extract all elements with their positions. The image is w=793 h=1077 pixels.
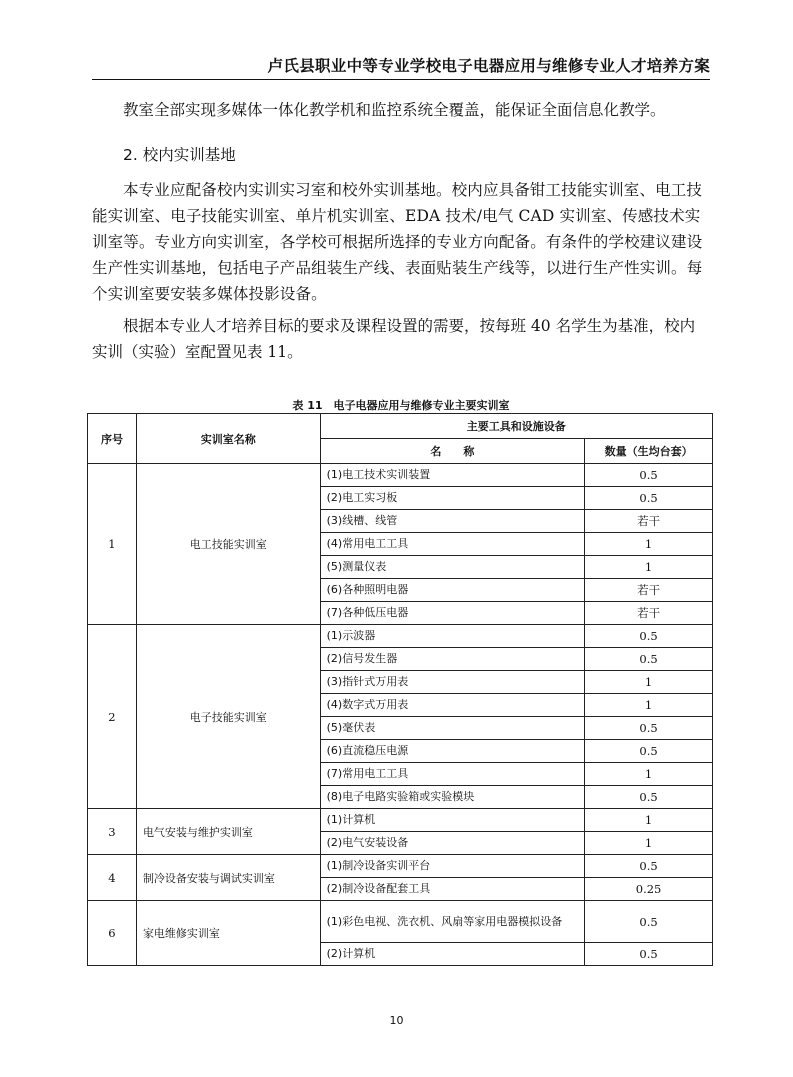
page-number: 10 — [389, 1014, 404, 1027]
equipment-name-cell: (3)指针式万用表 — [320, 671, 585, 694]
equipment-name-cell: (3)线槽、线管 — [320, 510, 585, 533]
table-row — [88, 809, 713, 832]
quantity-cell: 0.5 — [585, 943, 713, 966]
quantity-cell: 0.5 — [585, 901, 713, 943]
quantity-cell: 0.5 — [585, 464, 713, 487]
equipment-name-cell: (5)测量仪表 — [320, 556, 585, 579]
quantity-cell: 1 — [585, 694, 713, 717]
header-equipment: 主要工具和设施设备 — [320, 414, 712, 439]
table-row — [88, 464, 713, 487]
quantity-cell: 1 — [585, 533, 713, 556]
equipment-name-cell: (2)电气安装设备 — [320, 832, 585, 855]
table-row — [88, 901, 713, 943]
page-header-title: 卢氏县职业中等专业学校电子电器应用与维修专业人才培养方案 — [267, 57, 710, 75]
table-caption: 表 11 电子电器应用与维修专业主要实训室 — [292, 399, 510, 412]
quantity-cell: 1 — [585, 556, 713, 579]
header-rule — [92, 79, 710, 80]
equipment-name-cell: (8)电子电路实验箱或实验模块 — [320, 786, 585, 809]
table-row — [88, 625, 713, 648]
equipment-name-cell: (6)直流稳压电源 — [320, 740, 585, 763]
equipment-name-cell: (2)信号发生器 — [320, 648, 585, 671]
header-quantity: 数量（生均台套） — [585, 439, 713, 464]
equipment-name-cell: (1)电工技术实训装置 — [320, 464, 585, 487]
seq-cell: 3 — [88, 809, 137, 855]
seq-cell: 1 — [88, 464, 137, 625]
quantity-cell: 1 — [585, 671, 713, 694]
equipment-name-cell: (5)毫伏表 — [320, 717, 585, 740]
table-row — [88, 855, 713, 878]
room-name-cell: 家电维修实训室 — [136, 901, 320, 966]
equipment-name-cell: (1)彩色电视、洗衣机、风扇等家用电器模拟设备 — [320, 901, 585, 943]
equipment-name-cell: (2)制冷设备配套工具 — [320, 878, 585, 901]
equipment-name-cell: (2)电工实习板 — [320, 487, 585, 510]
quantity-cell: 若干 — [585, 602, 713, 625]
equipment-name-cell: (1)示波器 — [320, 625, 585, 648]
quantity-cell: 若干 — [585, 510, 713, 533]
seq-cell: 4 — [88, 855, 137, 901]
header-seq: 序号 — [88, 414, 137, 464]
table-body — [88, 464, 713, 966]
quantity-cell: 0.5 — [585, 717, 713, 740]
quantity-cell: 0.5 — [585, 625, 713, 648]
seq-cell: 2 — [88, 625, 137, 809]
header-item-name: 名 称 — [320, 439, 585, 464]
quantity-cell: 0.5 — [585, 740, 713, 763]
equipment-name-cell: (4)常用电工工具 — [320, 533, 585, 556]
equipment-name-cell: (7)常用电工工具 — [320, 763, 585, 786]
equipment-name-cell: (4)数字式万用表 — [320, 694, 585, 717]
section-heading: 2. 校内实训基地 — [123, 146, 236, 164]
equipment-name-cell: (6)各种照明电器 — [320, 579, 585, 602]
quantity-cell: 若干 — [585, 579, 713, 602]
training-room-table — [87, 413, 713, 966]
seq-cell: 6 — [88, 901, 137, 966]
room-name-cell: 电工技能实训室 — [136, 464, 320, 625]
quantity-cell: 0.5 — [585, 648, 713, 671]
equipment-name-cell: (1)制冷设备实训平台 — [320, 855, 585, 878]
equipment-name-cell: (2)计算机 — [320, 943, 585, 966]
room-name-cell: 电气安装与维护实训室 — [136, 809, 320, 855]
quantity-cell: 0.5 — [585, 855, 713, 878]
equipment-name-cell: (7)各种低压电器 — [320, 602, 585, 625]
equipment-name-cell: (1)计算机 — [320, 809, 585, 832]
quantity-cell: 1 — [585, 809, 713, 832]
room-name-cell: 电子技能实训室 — [136, 625, 320, 809]
quantity-cell: 0.25 — [585, 878, 713, 901]
paragraph-training-base: 本专业应配备校内实训实习室和校外实训基地。校内应具备钳工技能实训室、电工技能实训室、电子技能实训室、单片机实训室、EDA 技术/电气 CAD 实训室、传感技术实训室等。专业方向实训室，各学校可根据所选择的专业方向配备。有条件的学校建议建设生产性实训基地，包括电子产品组装生产线、表面贴装生产线等，以进行生产性实训。每个实训室要安装多媒体投影设备。 — [92, 181, 703, 303]
quantity-cell: 1 — [585, 832, 713, 855]
paragraph-multimedia: 教室全部实现多媒体一体化教学机和监控系统全覆盖，能保证全面信息化教学。 — [123, 101, 666, 119]
room-name-cell: 制冷设备安装与调试实训室 — [136, 855, 320, 901]
quantity-cell: 0.5 — [585, 786, 713, 809]
paragraph-configuration: 根据本专业人才培养目标的要求及课程设置的需要，按每班 40 名学生为基准，校内实训（实验）室配置见表 11。 — [92, 317, 696, 361]
header-room-name: 实训室名称 — [136, 414, 320, 464]
quantity-cell: 0.5 — [585, 487, 713, 510]
quantity-cell: 1 — [585, 763, 713, 786]
